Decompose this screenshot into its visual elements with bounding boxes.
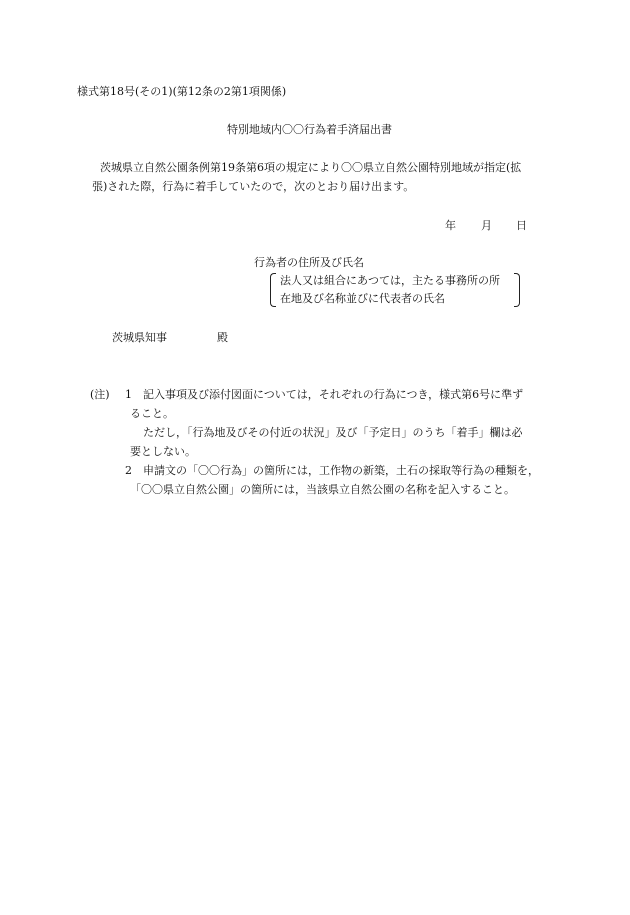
body-text-line-1: 茨城県立自然公園条例第19条第6項の規定により〇〇県立自然公園特別地域が指定(拡 <box>100 161 522 174</box>
applicant-label: 行為者の住所及び氏名 <box>254 256 364 269</box>
note-2-number: 2 <box>125 464 132 477</box>
addressee-name: 茨城県知事 <box>112 331 167 344</box>
note-2-line-2: 「〇〇県立自然公園」の箇所には，当該県立自然公園の名称を記入すること。 <box>130 483 515 496</box>
document-title: 特別地域内〇〇行為着手済届出書 <box>227 123 392 136</box>
date-year: 年 <box>445 219 456 232</box>
note-1-sub-line-1: ただし，「行為地及びその付近の状況」及び「予定日」のうち「着手」欄は必 <box>143 426 523 439</box>
addressee-honorific: 殿 <box>217 331 228 344</box>
form-number: 様式第18号(その1)(第12条の2第1項関係) <box>77 85 287 98</box>
note-1-number: 1 <box>125 388 132 401</box>
right-bracket <box>514 273 520 307</box>
left-bracket <box>270 273 276 307</box>
notes-label: (注) <box>90 388 110 401</box>
applicant-note-bracket <box>270 273 520 307</box>
applicant-note-line-1: 法人又は組合にあつては，主たる事務所の所 <box>280 274 500 287</box>
note-1-line-1: 記入事項及び添付図面については，それぞれの行為につき，様式第6号に準ず <box>143 388 524 401</box>
body-text-line-2: 張)された際，行為に着手していたので，次のとおり届け出ます。 <box>92 180 415 193</box>
note-1-line-2: ること。 <box>130 407 174 420</box>
applicant-note-line-2: 在地及び名称並びに代表者の氏名 <box>280 292 445 305</box>
date-day: 日 <box>516 219 527 232</box>
note-1-sub-line-2: 要としない。 <box>130 445 196 458</box>
date-month: 月 <box>481 219 492 232</box>
note-2-line-1: 申請文の「〇〇行為」の箇所には，工作物の新築，土石の採取等行為の種類を， <box>143 464 539 477</box>
